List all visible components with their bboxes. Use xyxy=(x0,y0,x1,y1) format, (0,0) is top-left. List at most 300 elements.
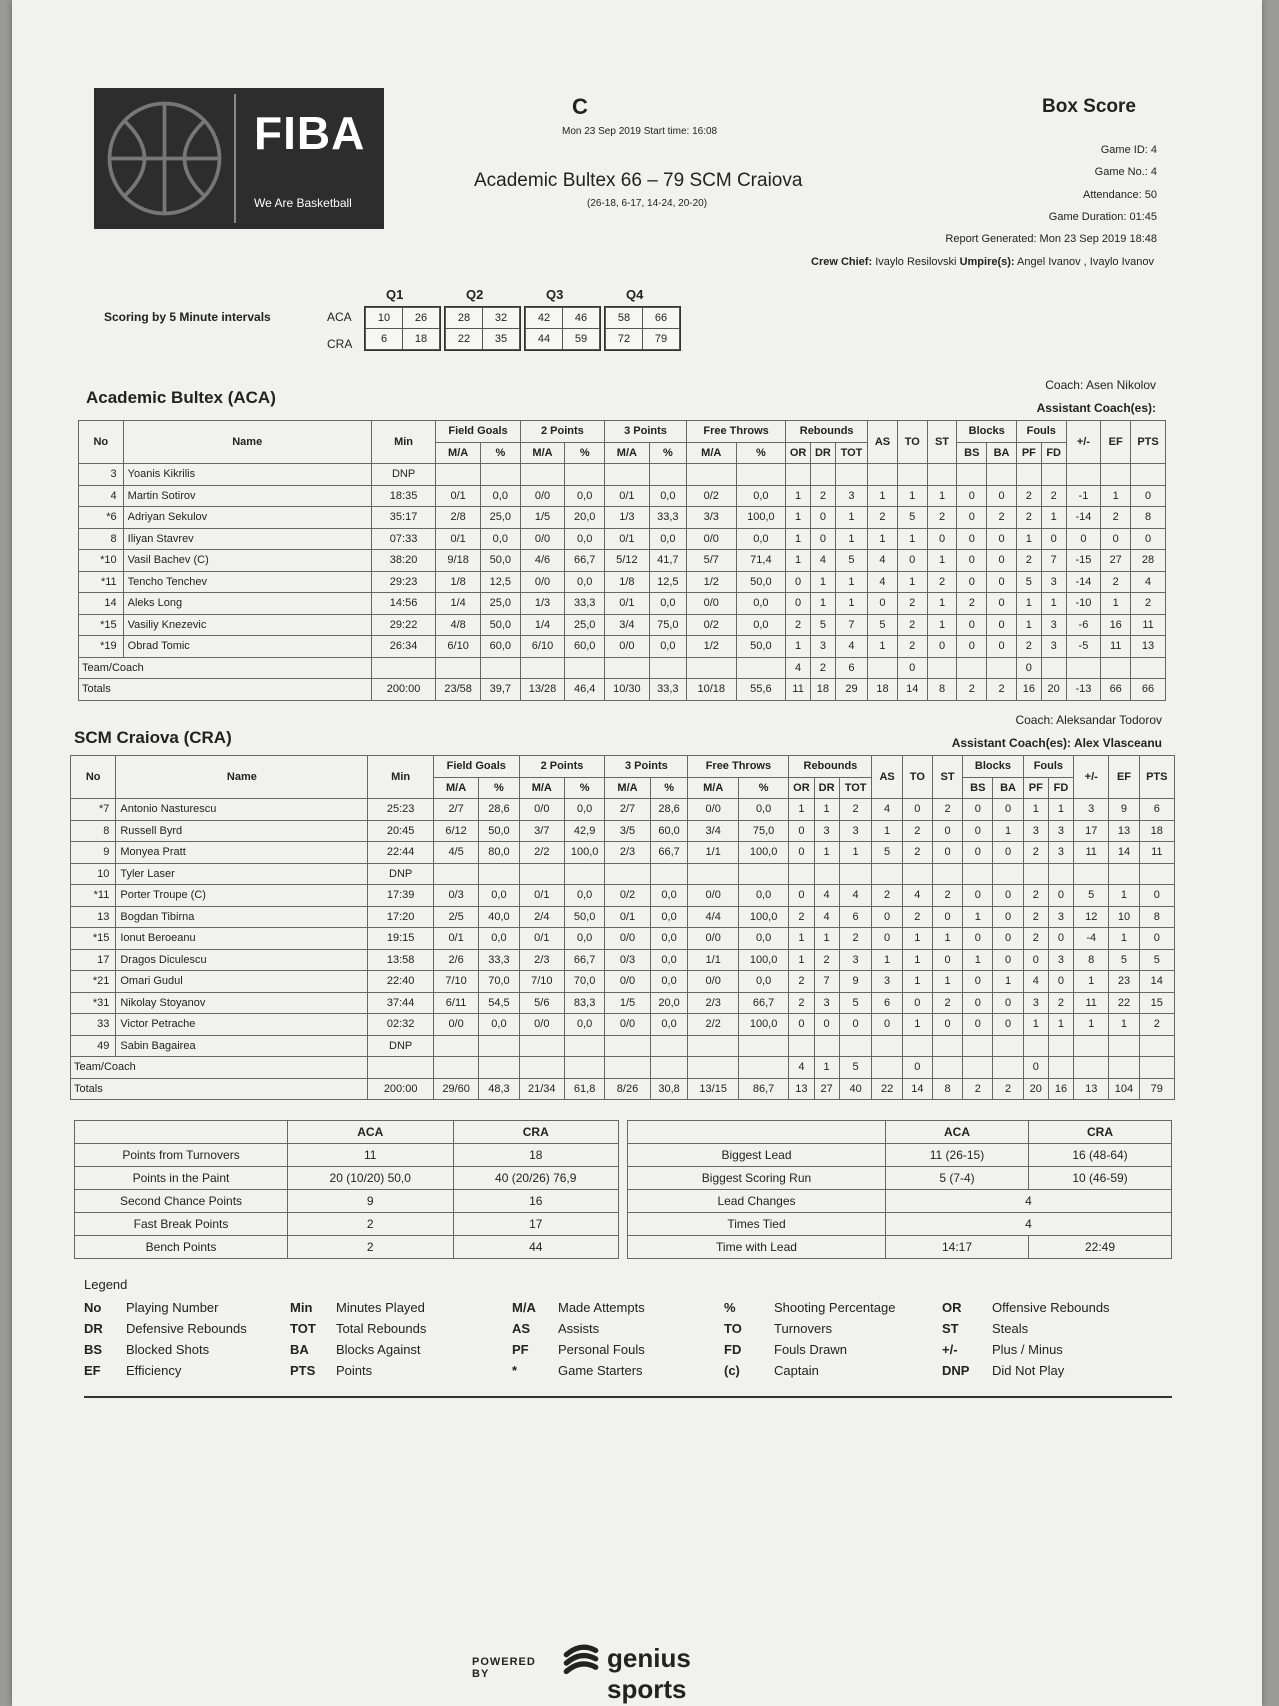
team-stat-label: Bench Points xyxy=(75,1236,288,1259)
col-group-reb: Rebounds xyxy=(786,421,868,443)
col-header-min: Min xyxy=(368,756,434,799)
logo-text: FIBA xyxy=(254,107,366,159)
player-name: Antonio Nasturescu xyxy=(116,799,368,821)
total-cell: 55,6 xyxy=(736,679,786,701)
col-subheader-pf: PF xyxy=(1023,777,1048,799)
col-header-pm: +/- xyxy=(1074,756,1109,799)
stat-cell: DNP xyxy=(368,1035,434,1057)
stat-cell: 2 xyxy=(902,842,932,864)
stat-cell: 4/6 xyxy=(520,550,565,572)
stat-cell: 11 xyxy=(1101,636,1131,658)
stat-cell: 71,4 xyxy=(736,550,786,572)
stat-cell: 0,0 xyxy=(738,928,788,950)
stat-cell: 1 xyxy=(1109,1014,1139,1036)
stat-cell: 35:17 xyxy=(371,507,436,529)
stat-cell xyxy=(519,1035,564,1057)
stat-cell: 5 xyxy=(1016,571,1041,593)
stat-cell: -14 xyxy=(1066,507,1101,529)
interval-team-cra: CRA xyxy=(327,337,353,351)
stat-cell: 0,0 xyxy=(564,928,604,950)
col-subheader-ma: M/A xyxy=(436,442,481,464)
stat-cell: 0 xyxy=(957,636,987,658)
legend-value: Plus / Minus xyxy=(992,1342,1063,1357)
stat-cell: 0/1 xyxy=(605,906,650,928)
stat-cell: 4 xyxy=(814,885,839,907)
stat-cell: 2 xyxy=(811,485,836,507)
stat-cell: 4 xyxy=(811,550,836,572)
stat-cell: 0/0 xyxy=(605,636,650,658)
total-cell: 18 xyxy=(811,679,836,701)
total-cell: 104 xyxy=(1109,1078,1139,1100)
stat-cell xyxy=(650,863,688,885)
stat-cell: 2 xyxy=(932,992,962,1014)
stat-cell xyxy=(1041,657,1066,679)
team-stat-value: 40 (20/26) 76,9 xyxy=(453,1167,619,1190)
stat-cell: 1 xyxy=(963,949,993,971)
col-subheader-dr: DR xyxy=(811,442,836,464)
lead-stat-label: Lead Changes xyxy=(628,1190,886,1213)
stat-cell: 3/3 xyxy=(686,507,736,529)
stat-cell: 1/4 xyxy=(520,614,565,636)
stat-cell: -6 xyxy=(1066,614,1101,636)
stat-cell xyxy=(479,863,519,885)
stat-cell: 22:40 xyxy=(368,971,434,993)
quarter-scores: (26-18, 6-17, 14-24, 20-20) xyxy=(587,198,708,209)
team-stats-table xyxy=(74,1120,619,1259)
stat-cell: 1 xyxy=(786,528,811,550)
player-row xyxy=(71,842,1175,864)
team-stat-label: Fast Break Points xyxy=(75,1213,288,1236)
stat-cell: 0 xyxy=(993,949,1023,971)
stat-cell xyxy=(1109,1057,1139,1079)
stat-cell: 2/4 xyxy=(519,906,564,928)
stat-cell: 100,0 xyxy=(738,1014,788,1036)
legend-value: Steals xyxy=(992,1321,1029,1336)
stat-cell: 1 xyxy=(993,971,1023,993)
stat-cell: 1 xyxy=(897,528,927,550)
stat-cell: 100,0 xyxy=(738,842,788,864)
stat-cell xyxy=(868,464,898,486)
stat-cell: 0 xyxy=(987,550,1017,572)
col-subheader-pct: % xyxy=(480,442,520,464)
stat-cell: 6/10 xyxy=(436,636,481,658)
interval-score-cell: 59 xyxy=(563,329,600,350)
stat-cell: 0,0 xyxy=(736,593,786,615)
col-subheader-ba: BA xyxy=(993,777,1023,799)
stat-cell xyxy=(433,1057,478,1079)
stat-cell: 75,0 xyxy=(738,820,788,842)
stat-cell: 50,0 xyxy=(564,906,604,928)
stat-cell xyxy=(1016,464,1041,486)
player-name: Bogdan Tibirna xyxy=(116,906,368,928)
stat-cell: 66,7 xyxy=(564,949,604,971)
stat-cell: 0/1 xyxy=(436,528,481,550)
lead-stat-value: 4 xyxy=(886,1213,1172,1236)
stat-cell xyxy=(433,1035,478,1057)
stat-cell: 2 xyxy=(811,657,836,679)
player-name: Russell Byrd xyxy=(116,820,368,842)
stat-cell: 0 xyxy=(1023,949,1048,971)
stat-cell: 0 xyxy=(872,1014,902,1036)
stat-cell: 2 xyxy=(789,971,814,993)
stat-cell: 22 xyxy=(1109,992,1139,1014)
stat-cell: 3/7 xyxy=(519,820,564,842)
total-cell: 2 xyxy=(963,1078,993,1100)
player-name: Ionut Beroeanu xyxy=(116,928,368,950)
team-stat-value: 16 xyxy=(453,1190,619,1213)
stat-cell xyxy=(1139,1057,1174,1079)
stat-cell xyxy=(1139,863,1174,885)
total-cell: 2 xyxy=(987,679,1017,701)
interval-score-cell: 72 xyxy=(606,329,643,350)
total-cell: 200:00 xyxy=(368,1078,434,1100)
total-cell: 79 xyxy=(1139,1078,1174,1100)
stat-cell: 6 xyxy=(1139,799,1174,821)
player-row xyxy=(71,906,1175,928)
player-name: Omari Gudul xyxy=(116,971,368,993)
stat-cell: 100,0 xyxy=(738,906,788,928)
stat-cell: 100,0 xyxy=(736,507,786,529)
stat-cell: -1 xyxy=(1066,485,1101,507)
stat-cell xyxy=(987,464,1017,486)
legend-value: Points xyxy=(336,1363,373,1378)
team-stat-value: 9 xyxy=(288,1190,454,1213)
stat-cell: 0 xyxy=(789,1014,814,1036)
stat-cell: 0 xyxy=(993,842,1023,864)
stat-cell: 17 xyxy=(1074,820,1109,842)
interval-score-cell: 18 xyxy=(403,329,440,350)
stat-cell: 0,0 xyxy=(480,528,520,550)
stat-cell: 11 xyxy=(1074,842,1109,864)
player-number: 4 xyxy=(79,485,124,507)
stat-cell: 2/2 xyxy=(519,842,564,864)
stat-cell: 0,0 xyxy=(736,485,786,507)
stat-cell: 2/5 xyxy=(433,906,478,928)
stat-cell: 0 xyxy=(993,799,1023,821)
player-row xyxy=(71,992,1175,1014)
interval-quarter-box xyxy=(444,306,521,351)
stat-cell: 0 xyxy=(902,1057,932,1079)
stat-cell: 0 xyxy=(993,992,1023,1014)
legend-value: Captain xyxy=(774,1363,819,1378)
stat-cell: 0/0 xyxy=(605,1014,650,1036)
interval-quarter-box xyxy=(524,306,601,351)
stat-cell: 1 xyxy=(927,485,957,507)
stat-cell: 2/7 xyxy=(605,799,650,821)
stat-cell: 0,0 xyxy=(650,928,688,950)
stat-cell: 0/0 xyxy=(688,885,738,907)
stat-cell: 0 xyxy=(987,571,1017,593)
stat-cell: 8 xyxy=(1074,949,1109,971)
total-cell: 2 xyxy=(957,679,987,701)
player-row xyxy=(71,949,1175,971)
lead-stats-header-cra: CRA xyxy=(1029,1121,1172,1144)
player-row xyxy=(71,971,1175,993)
totals-row xyxy=(71,1078,1175,1100)
stat-cell: 2 xyxy=(789,906,814,928)
stat-cell xyxy=(814,1035,839,1057)
stat-cell: 5 xyxy=(1109,949,1139,971)
stat-cell xyxy=(650,1035,688,1057)
stat-cell: 2 xyxy=(902,820,932,842)
player-row xyxy=(79,636,1166,658)
col-group-blocks: Blocks xyxy=(957,421,1017,443)
stat-cell: 6 xyxy=(835,657,867,679)
lead-stat-label: Biggest Lead xyxy=(628,1144,886,1167)
logo-divider xyxy=(234,94,236,223)
total-cell: 27 xyxy=(814,1078,839,1100)
stat-cell: 3/4 xyxy=(688,820,738,842)
stat-cell: 2 xyxy=(1101,507,1131,529)
stat-cell: 3/5 xyxy=(605,820,650,842)
player-row xyxy=(79,571,1166,593)
stat-cell: 1 xyxy=(1041,593,1066,615)
legend-value: Game Starters xyxy=(558,1363,643,1378)
total-cell: 200:00 xyxy=(371,679,436,701)
stat-cell: 1 xyxy=(1016,614,1041,636)
stat-cell xyxy=(480,657,520,679)
legend-value: Efficiency xyxy=(126,1363,182,1378)
stat-cell: -14 xyxy=(1066,571,1101,593)
stat-cell: 38:20 xyxy=(371,550,436,572)
basketball-icon xyxy=(102,96,227,221)
stat-cell: 0 xyxy=(927,528,957,550)
stat-cell: 1 xyxy=(927,614,957,636)
stat-cell: 5/12 xyxy=(605,550,650,572)
stat-cell: 2 xyxy=(1048,992,1073,1014)
player-number: 33 xyxy=(71,1014,116,1036)
lead-stats-row xyxy=(628,1213,1172,1236)
stat-cell xyxy=(433,863,478,885)
legend-title: Legend xyxy=(84,1277,128,1292)
stat-cell: 25,0 xyxy=(480,593,520,615)
stat-cell xyxy=(479,1057,519,1079)
stat-cell: 5 xyxy=(1139,949,1174,971)
stat-cell: 0,0 xyxy=(565,571,605,593)
legend-key: % xyxy=(724,1300,736,1315)
divider-rule xyxy=(84,1396,1172,1398)
stat-cell: 2 xyxy=(897,614,927,636)
stat-cell: 100,0 xyxy=(738,949,788,971)
stat-cell: 0/0 xyxy=(686,593,736,615)
stat-cell: 2 xyxy=(897,636,927,658)
stat-cell: 10 xyxy=(1109,906,1139,928)
team-stats-row xyxy=(75,1190,619,1213)
col-header-pts: PTS xyxy=(1139,756,1174,799)
col-subheader-pf: PF xyxy=(1016,442,1041,464)
col-header-to: TO xyxy=(902,756,932,799)
stat-cell: 0 xyxy=(789,820,814,842)
total-cell: 86,7 xyxy=(738,1078,788,1100)
stat-cell: 2 xyxy=(1101,571,1131,593)
interval-score-cell: 28 xyxy=(446,308,483,329)
team1-assistant-coach: Assistant Coach(es): xyxy=(1036,401,1156,415)
stat-cell: 19:15 xyxy=(368,928,434,950)
player-row xyxy=(71,1035,1175,1057)
umpires-names: Angel Ivanov , Ivaylo Ivanov xyxy=(1017,256,1154,268)
stat-cell: 2/7 xyxy=(433,799,478,821)
stat-cell xyxy=(927,464,957,486)
logo-tagline: We Are Basketball xyxy=(254,196,352,210)
stat-cell: 1 xyxy=(814,799,839,821)
stat-cell: 7/10 xyxy=(519,971,564,993)
stat-cell: 2 xyxy=(932,885,962,907)
col-group-p3: 3 Points xyxy=(605,756,688,778)
col-subheader-ma: M/A xyxy=(519,777,564,799)
stat-cell: 3 xyxy=(1041,571,1066,593)
col-subheader-fd: FD xyxy=(1048,777,1073,799)
player-number: 10 xyxy=(71,863,116,885)
stat-cell: 4 xyxy=(835,636,867,658)
officials xyxy=(811,256,1154,268)
player-number: *11 xyxy=(79,571,124,593)
col-header-ef: EF xyxy=(1109,756,1139,799)
team-stats-blank-header xyxy=(75,1121,288,1144)
legend-key: (c) xyxy=(724,1363,740,1378)
stat-cell: 2 xyxy=(1016,507,1041,529)
stat-cell xyxy=(789,1035,814,1057)
stat-cell xyxy=(1101,464,1131,486)
stat-cell: 50,0 xyxy=(480,614,520,636)
col-subheader-pct: % xyxy=(564,777,604,799)
attendance: Attendance: 50 xyxy=(1082,189,1157,201)
stat-cell: 80,0 xyxy=(479,842,519,864)
genius-sports-logo: genius sports xyxy=(607,1643,691,1704)
legend-value: Blocked Shots xyxy=(126,1342,210,1357)
total-cell: 13/28 xyxy=(520,679,565,701)
stat-cell: 0,0 xyxy=(650,949,688,971)
crew-chief-name: Ivaylo Resilovski xyxy=(875,256,957,268)
stat-cell: 0/1 xyxy=(605,528,650,550)
total-cell: 8/26 xyxy=(605,1078,650,1100)
stat-cell: 1/3 xyxy=(605,507,650,529)
box-score-sheet xyxy=(12,0,1262,1706)
legend-key: PTS xyxy=(290,1363,316,1378)
player-number: *31 xyxy=(71,992,116,1014)
col-subheader-ma: M/A xyxy=(688,777,738,799)
player-number: *6 xyxy=(79,507,124,529)
stat-cell: 0/0 xyxy=(520,571,565,593)
stat-cell: 1 xyxy=(786,485,811,507)
stat-cell: 9 xyxy=(839,971,872,993)
stat-cell: 0 xyxy=(868,593,898,615)
stat-cell: 0 xyxy=(957,571,987,593)
stat-cell: 0/0 xyxy=(520,485,565,507)
stat-cell: 02:32 xyxy=(368,1014,434,1036)
player-name: Victor Petrache xyxy=(116,1014,368,1036)
col-subheader-ma: M/A xyxy=(520,442,565,464)
player-row xyxy=(71,928,1175,950)
stat-cell: 0,0 xyxy=(564,1014,604,1036)
stat-cell: 1 xyxy=(1048,1014,1073,1036)
stat-cell: 5 xyxy=(839,1057,872,1079)
stat-cell: 18:35 xyxy=(371,485,436,507)
stat-cell: 7 xyxy=(814,971,839,993)
stat-cell xyxy=(564,1035,604,1057)
stat-cell: 18 xyxy=(1139,820,1174,842)
legend-key: +/- xyxy=(942,1342,958,1357)
col-subheader-ma: M/A xyxy=(605,442,650,464)
stat-cell: 1 xyxy=(868,528,898,550)
stat-cell: 1 xyxy=(835,507,867,529)
stat-cell: 50,0 xyxy=(479,820,519,842)
player-row xyxy=(71,885,1175,907)
stat-cell: 11 xyxy=(1139,842,1174,864)
stat-cell: 1/4 xyxy=(436,593,481,615)
col-subheader-dr: DR xyxy=(814,777,839,799)
team-coach-label: Team/Coach xyxy=(71,1057,368,1079)
legend-key: PF xyxy=(512,1342,529,1357)
stat-cell: 13 xyxy=(1131,636,1166,658)
stat-cell: 13 xyxy=(1109,820,1139,842)
stat-cell: 17:20 xyxy=(368,906,434,928)
stat-cell: 6/10 xyxy=(520,636,565,658)
stat-cell xyxy=(839,1035,872,1057)
stat-cell: 0/0 xyxy=(605,928,650,950)
lead-stat-value: 11 (26-15) xyxy=(886,1144,1029,1167)
stat-cell: 83,3 xyxy=(564,992,604,1014)
col-header-pts: PTS xyxy=(1131,421,1166,464)
stat-cell: 0 xyxy=(897,657,927,679)
player-name: Obrad Tomic xyxy=(123,636,371,658)
stat-cell xyxy=(649,464,686,486)
interval-score-cell: 46 xyxy=(563,308,600,329)
lead-stat-label: Biggest Scoring Run xyxy=(628,1167,886,1190)
team2-coach: Coach: Aleksandar Todorov xyxy=(1015,713,1162,727)
stat-cell: 1 xyxy=(902,928,932,950)
team2-title: SCM Craiova (CRA) xyxy=(74,728,232,747)
stat-cell: 1 xyxy=(932,971,962,993)
player-row xyxy=(79,507,1166,529)
team-stat-value: 20 (10/20) 50,0 xyxy=(288,1167,454,1190)
intervals-title: Scoring by 5 Minute intervals xyxy=(104,310,271,324)
stat-cell: 1 xyxy=(902,1014,932,1036)
stat-cell: DNP xyxy=(371,464,436,486)
stat-cell: 1 xyxy=(897,571,927,593)
stat-cell: 3 xyxy=(1023,992,1048,1014)
stat-cell xyxy=(932,1035,962,1057)
stat-cell: 28,6 xyxy=(479,799,519,821)
stat-cell: 3 xyxy=(839,949,872,971)
stat-cell: 1 xyxy=(835,593,867,615)
stat-cell: 5 xyxy=(868,614,898,636)
stat-cell: 0 xyxy=(987,614,1017,636)
stat-cell xyxy=(436,464,481,486)
stat-cell: 60,0 xyxy=(650,820,688,842)
stat-cell xyxy=(835,464,867,486)
stat-cell: 2 xyxy=(1023,928,1048,950)
stat-cell xyxy=(957,657,987,679)
stat-cell: 50,0 xyxy=(736,636,786,658)
player-name: Vasil Bachev (C) xyxy=(123,550,371,572)
team-coach-row xyxy=(79,657,1166,679)
legend-key: No xyxy=(84,1300,102,1315)
stat-cell: 0 xyxy=(1048,971,1073,993)
stat-cell: 1 xyxy=(1016,528,1041,550)
stat-cell: 1 xyxy=(786,636,811,658)
stat-cell: 60,0 xyxy=(565,636,605,658)
stat-cell: 0/3 xyxy=(433,885,478,907)
stat-cell xyxy=(789,863,814,885)
stat-cell: 0 xyxy=(987,528,1017,550)
stat-cell: 33,3 xyxy=(565,593,605,615)
stat-cell: 0,0 xyxy=(736,614,786,636)
total-cell: 23/58 xyxy=(436,679,481,701)
stat-cell: 3 xyxy=(872,971,902,993)
total-cell: 11 xyxy=(786,679,811,701)
stat-cell: 6 xyxy=(839,906,872,928)
stat-cell: 1 xyxy=(1048,799,1073,821)
